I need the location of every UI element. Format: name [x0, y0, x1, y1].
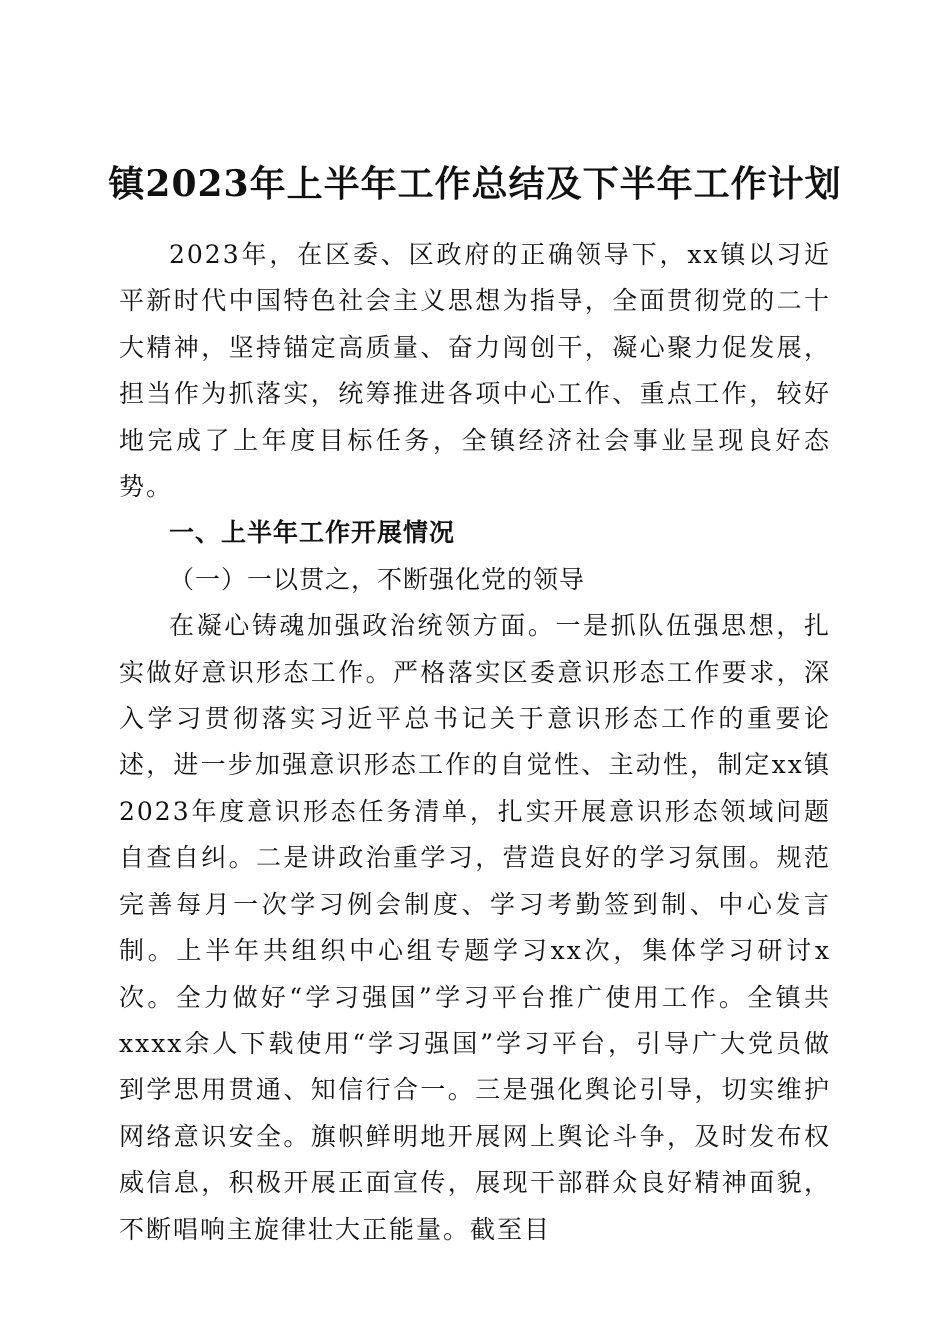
section-heading: 一、上半年工作开展情况	[169, 518, 456, 548]
intro-paragraph: 2023年，在区委、区政府的正确领导下，xx镇以习近平新时代中国特色社会主义思想为指导，全面贯彻党的二十大精神，坚持锚定高质量、奋力闯创干，凝心聚力促发展，担当作为抓落实，统筹推进各项中心工作、重点工作，较好地完成了上年度目标任务，全镇经济社会事业呈现良好态势。	[119, 240, 831, 502]
body-paragraph: 在凝心铸魂加强政治统领方面。一是抓队伍强思想，扎实做好意识形态工作。严格落实区委意识形态工作要求，深入学习贯彻落实习近平总书记关于意识形态工作的重要论述，进一步加强意识形态工作的自觉性、主动性，制定xx镇2023年度意识形态任务清单，扎实开展意识形态领域问题自查自纠。二是讲政治重学习，营造良好的学习氛围。规范完善每月一次学习例会制度、学习考勤签到制、中心发言制。上半年共组织中心组专题学习xx次，集体学习研讨x次。全力做好“学习强国”学习平台推广使用工作。全镇共xxxx余人下载使用“学习强国”学习平台，引导广大党员做到学思用贯通、知信行合一。三是强化舆论引导，切实维护网络意识安全。旗帜鲜明地开展网上舆论斗争，及时发布权威信息，积极开展正面宣传，展现干部群众良好精神面貌，不断唱响主旋律壮大正能量。截至目	[119, 611, 831, 1244]
subsection-heading: （一）一以贯之，不断强化党的领导	[169, 564, 586, 594]
document-body	[119, 232, 831, 1253]
document-title: 镇2023年上半年工作总结及下半年工作计划	[108, 163, 842, 206]
